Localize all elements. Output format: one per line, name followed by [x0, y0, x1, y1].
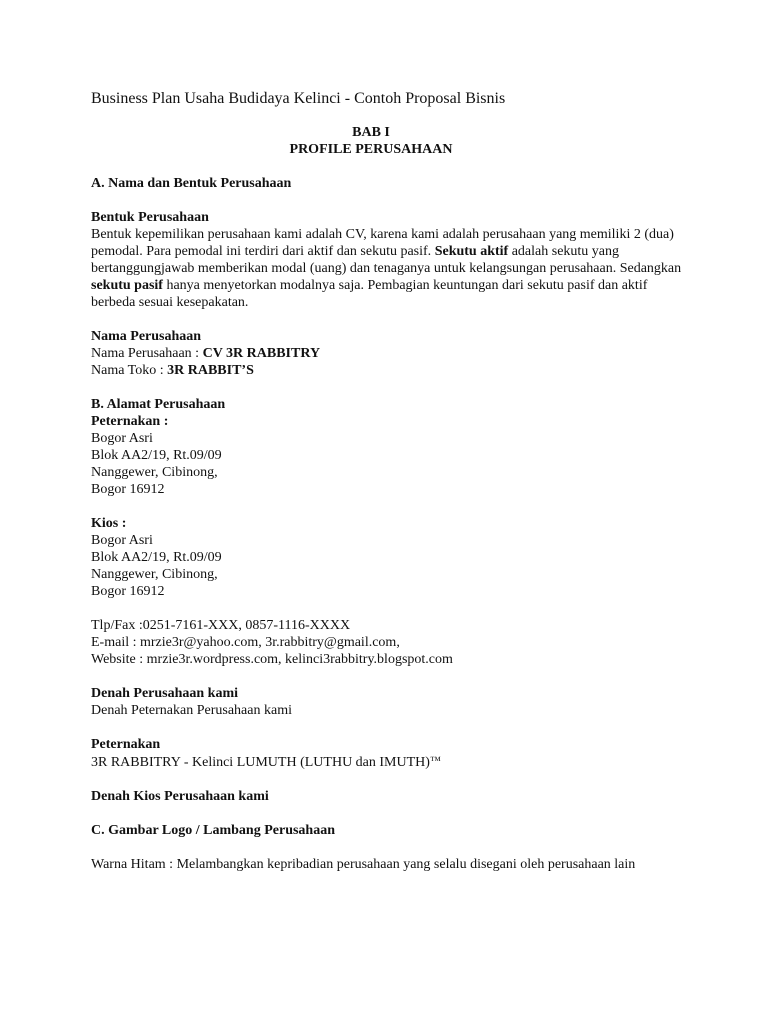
bentuk-text-1: Bentuk kepemilikan perusahaan kami adalah CV, karena kami adalah perusahaan yang memiliki 2 (dua) pemodal. Para pemodal ini terdiri dari aktif dan sekutu pasif. [91, 227, 674, 259]
chapter-number: BAB I [352, 125, 390, 140]
peternakan-address-line: Bogor 16912 [91, 482, 165, 497]
trademark-symbol: ™ [429, 755, 441, 767]
bentuk-perusahaan-heading: Bentuk Perusahaan [91, 210, 209, 225]
peternakan-address-line: Blok AA2/19, Rt.09/09 [91, 448, 222, 463]
peternakan-address-heading: Peternakan : [91, 414, 169, 429]
website-line: Website : mrzie3r.wordpress.com, kelinci3rabbitry.blogspot.com [91, 652, 453, 667]
peternakan-brand-text: 3R RABBITRY - Kelinci LUMUTH (LUTHU dan IMUTH) [91, 755, 430, 770]
peternakan-address-line: Nanggewer, Cibinong, [91, 465, 218, 480]
document-title: Business Plan Usaha Budidaya Kelinci - Contoh Proposal Bisnis [91, 90, 506, 107]
kios-address-line: Blok AA2/19, Rt.09/09 [91, 550, 222, 565]
nama-perusahaan-heading: Nama Perusahaan [91, 329, 202, 344]
denah-perusahaan-heading: Denah Perusahaan kami [91, 686, 239, 701]
document-content [91, 88, 691, 873]
sekutu-pasif-term: sekutu pasif [91, 278, 163, 293]
email-line: E-mail : mrzie3r@yahoo.com, 3r.rabbitry@gmail.com, [91, 635, 400, 650]
nama-perusahaan-label: Nama Perusahaan : [91, 346, 203, 361]
denah-kios-heading: Denah Kios Perusahaan kami [91, 789, 269, 804]
bentuk-text-3: hanya menyetorkan modalnya saja. Pembagian keuntungan dari sekutu pasif dan aktif berbeda sesuai kesepakatan. [91, 278, 648, 310]
sekutu-aktif-term: Sekutu aktif [434, 244, 509, 259]
denah-peternakan-text: Denah Peternakan Perusahaan kami [91, 703, 292, 718]
nama-toko-label: Nama Toko : [91, 363, 168, 378]
section-a-heading: A. Nama dan Bentuk Perusahaan [91, 176, 292, 191]
section-c-heading: C. Gambar Logo / Lambang Perusahaan [91, 823, 335, 838]
chapter-title: PROFILE PERUSAHAAN [289, 142, 453, 157]
nama-toko-value: 3R RABBIT’S [167, 363, 254, 378]
bentuk-text-2: adalah sekutu yang bertanggungjawab memberikan modal (uang) dan tenaganya untuk kelangsungan perusahaan. Sedangkan [91, 244, 682, 276]
warna-hitam-text: Warna Hitam : Melambangkan kepribadian perusahaan yang selalu disegani oleh perusahaan lain [91, 857, 636, 872]
nama-toko-line [91, 362, 691, 379]
kios-address-line: Bogor Asri [91, 533, 153, 548]
section-b-heading: B. Alamat Perusahaan [91, 397, 226, 412]
peternakan-brand-line [91, 753, 691, 771]
phone-fax-line: Tlp/Fax :0251-7161-XXX, 0857-1116-XXXX [91, 618, 351, 633]
kios-address-line: Bogor 16912 [91, 584, 165, 599]
nama-perusahaan-line [91, 345, 691, 362]
kios-address-heading: Kios : [91, 516, 127, 531]
nama-perusahaan-value: CV 3R RABBITRY [202, 346, 321, 361]
kios-address-line: Nanggewer, Cibinong, [91, 567, 218, 582]
peternakan-address-line: Bogor Asri [91, 431, 153, 446]
peternakan-heading: Peternakan [91, 737, 161, 752]
bentuk-perusahaan-paragraph [91, 226, 691, 311]
